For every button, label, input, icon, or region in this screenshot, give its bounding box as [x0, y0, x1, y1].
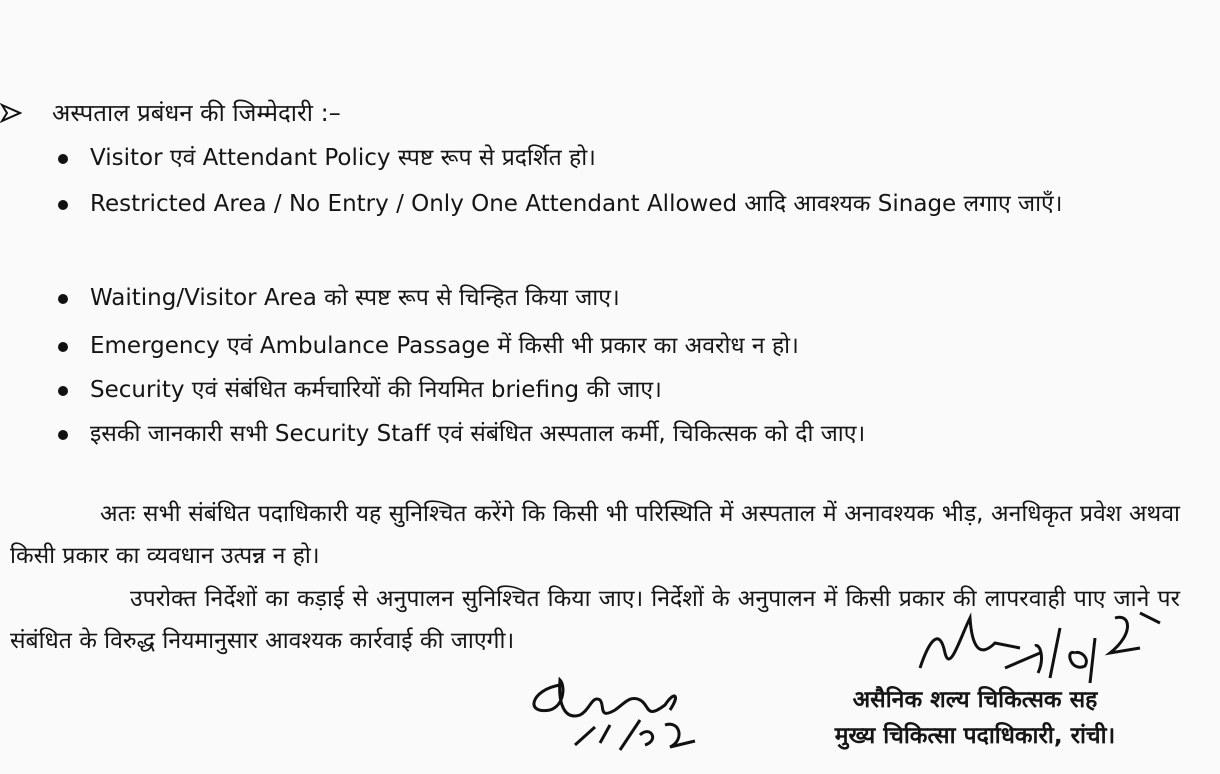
- section-heading: [0, 96, 341, 129]
- right-signature-scribble: [900, 598, 1180, 688]
- list-item-text: Security एवं संबंधित कर्मचारियों की नियमित briefing की जाए।: [90, 377, 662, 403]
- list-item-text: इसकी जानकारी सभी Security Staff एवं संबंधित अस्पताल कर्मी, चिकित्सक को दी जाए।: [90, 421, 866, 447]
- bullet-icon: [58, 386, 68, 396]
- list-item: [58, 372, 1178, 416]
- bullet-icon: [58, 200, 68, 210]
- list-item: [58, 416, 1178, 460]
- signatory-office: मुख्य चिकित्सा पदाधिकारी, रांची।: [834, 723, 1116, 749]
- arrowhead-icon: [0, 102, 22, 124]
- list-item-text: Emergency एवं Ambulance Passage में किसी भी प्रकार का अवरोध न हो।: [90, 333, 799, 359]
- responsibility-list: [58, 140, 1178, 460]
- compliance-paragraph: उपरोक्त निर्देशों का कड़ाई से अनुपालन सुनिश्चित किया जाए। निर्देशों के अनुपालन में किसी प्रकार की लापरवाही पाए जाने पर संबंधित के विरुद्ध नियमानुसार आवश्यक कार्रवाई की जाएगी।: [10, 586, 1180, 654]
- signatory-block: [780, 682, 1170, 754]
- list-item: [58, 186, 1178, 280]
- list-item: [58, 328, 1178, 372]
- bullet-icon: [58, 154, 68, 164]
- bullet-icon: [58, 294, 68, 304]
- list-item: [58, 280, 1178, 328]
- list-item-text: Restricted Area / No Entry / Only One Attendant Allowed आदि आवश्यक Sinage लगाए जाएँ।: [90, 191, 1063, 217]
- left-signature-scribble: [520, 665, 710, 755]
- list-item-text: Visitor एवं Attendant Policy स्पष्ट रूप से प्रदर्शित हो।: [90, 145, 596, 171]
- heading-text: अस्पताल प्रबंधन की जिम्मेदारी :–: [52, 99, 341, 127]
- bullet-icon: [58, 430, 68, 440]
- signatory-designation: असैनिक शल्य चिकित्सक सह: [852, 687, 1098, 713]
- list-item-text: Waiting/Visitor Area को स्पष्ट रूप से चिन्हित किया जाए।: [90, 285, 620, 311]
- bullet-icon: [58, 342, 68, 352]
- list-item: [58, 140, 1178, 186]
- instruction-paragraph: अतः सभी संबंधित पदाधिकारी यह सुनिश्चित करेंगे कि किसी भी परिस्थिति में अस्पताल में अनावश्यक भीड़, अनधिकृत प्रवेश अथवा किसी प्रकार का व्यवधान उत्पन्न न हो।: [10, 501, 1180, 569]
